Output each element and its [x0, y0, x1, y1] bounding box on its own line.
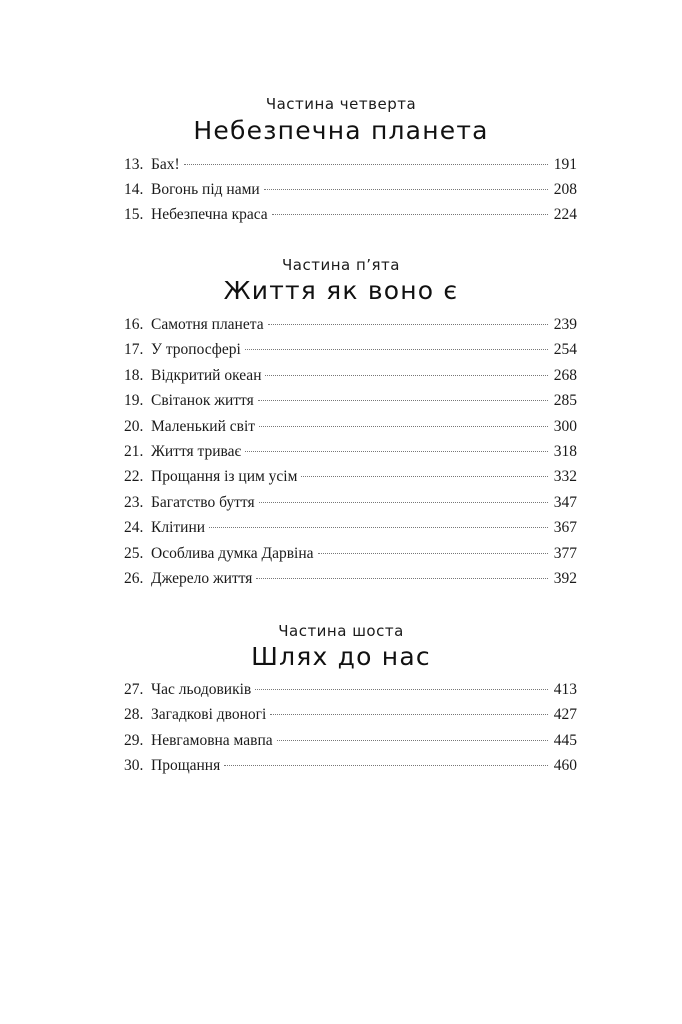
- dot-leader: [301, 475, 547, 477]
- chapter-page-number: 347: [553, 493, 577, 511]
- chapter-page-number: 285: [553, 392, 577, 410]
- chapter-page-number: 332: [553, 468, 577, 486]
- chapter-number: 17.: [124, 341, 144, 359]
- chapter-number: 29.: [124, 731, 144, 749]
- chapter-row: [124, 467, 577, 487]
- chapter-row: [124, 391, 577, 411]
- chapter-number: 18.: [124, 366, 144, 384]
- chapter-row: [124, 366, 577, 386]
- chapter-number: 20.: [124, 417, 144, 435]
- part-title: Шлях до нас: [251, 642, 431, 671]
- chapter-title: Клітини: [151, 519, 206, 537]
- part-label: Частина четверта: [265, 95, 417, 113]
- chapter-page-number: 392: [553, 570, 577, 587]
- chapter-page-number: 254: [553, 341, 577, 359]
- dot-leader: [184, 163, 548, 165]
- chapter-title: У тропосфері: [151, 341, 241, 359]
- part-title: Життя як воно є: [223, 276, 459, 305]
- chapter-row: [124, 518, 577, 538]
- chapter-page-number: 413: [553, 681, 577, 698]
- chapter-title: Відкритий океан: [151, 366, 262, 384]
- chapter-title: Невгамовна мавпа: [151, 731, 273, 749]
- chapter-number: 26.: [124, 570, 144, 587]
- dot-leader: [318, 552, 548, 554]
- chapter-row: [124, 544, 577, 564]
- chapter-page-number: 239: [553, 316, 577, 333]
- chapter-number: 15.: [124, 206, 144, 223]
- chapter-title: Самотня планета: [151, 316, 264, 333]
- chapter-title: Час льодовиків: [151, 681, 252, 698]
- chapter-title: Життя триває: [151, 443, 242, 460]
- chapter-title: Прощання: [151, 757, 221, 775]
- dot-leader: [270, 713, 547, 715]
- dot-leader: [255, 688, 548, 690]
- dot-leader: [259, 501, 548, 503]
- chapter-page-number: 191: [553, 156, 577, 173]
- dot-leader: [224, 764, 548, 766]
- chapter-title: Небезпечна краса: [151, 206, 268, 223]
- chapter-number: 28.: [124, 706, 144, 724]
- chapter-page-number: 300: [553, 417, 577, 435]
- part-label: Частина шоста: [278, 622, 404, 640]
- dot-leader: [245, 348, 548, 350]
- dot-leader: [264, 188, 548, 190]
- chapter-row: [124, 442, 577, 462]
- chapter-page-number: 445: [553, 731, 577, 749]
- dot-leader: [272, 213, 548, 215]
- dot-leader: [277, 739, 548, 741]
- chapter-row: [124, 705, 577, 725]
- chapter-title: Джерело життя: [151, 570, 253, 587]
- chapter-number: 23.: [124, 493, 144, 511]
- chapter-title: Особлива думка Дарвіна: [151, 544, 314, 562]
- dot-leader: [256, 577, 547, 579]
- dot-leader: [258, 399, 548, 401]
- dot-leader: [259, 425, 548, 427]
- chapter-page-number: 427: [553, 706, 577, 724]
- chapter-page-number: 224: [553, 206, 577, 223]
- chapter-row: [124, 340, 577, 360]
- chapter-row: [124, 493, 577, 513]
- chapter-row: [124, 315, 577, 335]
- chapter-number: 13.: [124, 156, 144, 173]
- chapter-page-number: 268: [553, 366, 577, 384]
- chapter-row: [124, 569, 577, 589]
- chapter-number: 30.: [124, 757, 144, 775]
- chapter-page-number: 208: [553, 181, 577, 198]
- chapter-row: [124, 155, 577, 175]
- chapter-number: 27.: [124, 681, 144, 698]
- chapter-number: 22.: [124, 468, 144, 486]
- chapter-title: Бах!: [151, 156, 180, 173]
- dot-leader: [268, 323, 548, 325]
- chapter-page-number: 318: [553, 443, 577, 460]
- chapter-number: 19.: [124, 392, 144, 410]
- chapter-title: Прощання із цим усім: [151, 468, 298, 486]
- chapter-row: [124, 417, 577, 437]
- chapter-row: [124, 680, 577, 700]
- part-label: Частина п’ята: [281, 256, 400, 274]
- dot-leader: [245, 450, 548, 452]
- dot-leader: [209, 526, 548, 528]
- dot-leader: [265, 374, 547, 376]
- chapter-title: Загадкові двоногі: [151, 706, 267, 724]
- chapter-row: [124, 180, 577, 200]
- chapter-row: [124, 756, 577, 776]
- chapter-title: Вогонь під нами: [151, 181, 260, 198]
- chapter-number: 16.: [124, 316, 144, 333]
- chapter-number: 21.: [124, 443, 144, 460]
- chapter-page-number: 377: [553, 544, 577, 562]
- chapter-title: Багатство буття: [151, 493, 255, 511]
- chapter-page-number: 460: [553, 757, 577, 775]
- chapter-page-number: 367: [553, 519, 577, 537]
- part-title: Небезпечна планета: [193, 116, 489, 145]
- chapter-number: 25.: [124, 544, 144, 562]
- chapter-number: 24.: [124, 519, 144, 537]
- chapter-number: 14.: [124, 181, 144, 198]
- chapter-title: Маленький світ: [151, 417, 256, 435]
- chapter-row: [124, 731, 577, 751]
- chapter-title: Світанок життя: [151, 392, 254, 410]
- chapter-row: [124, 205, 577, 225]
